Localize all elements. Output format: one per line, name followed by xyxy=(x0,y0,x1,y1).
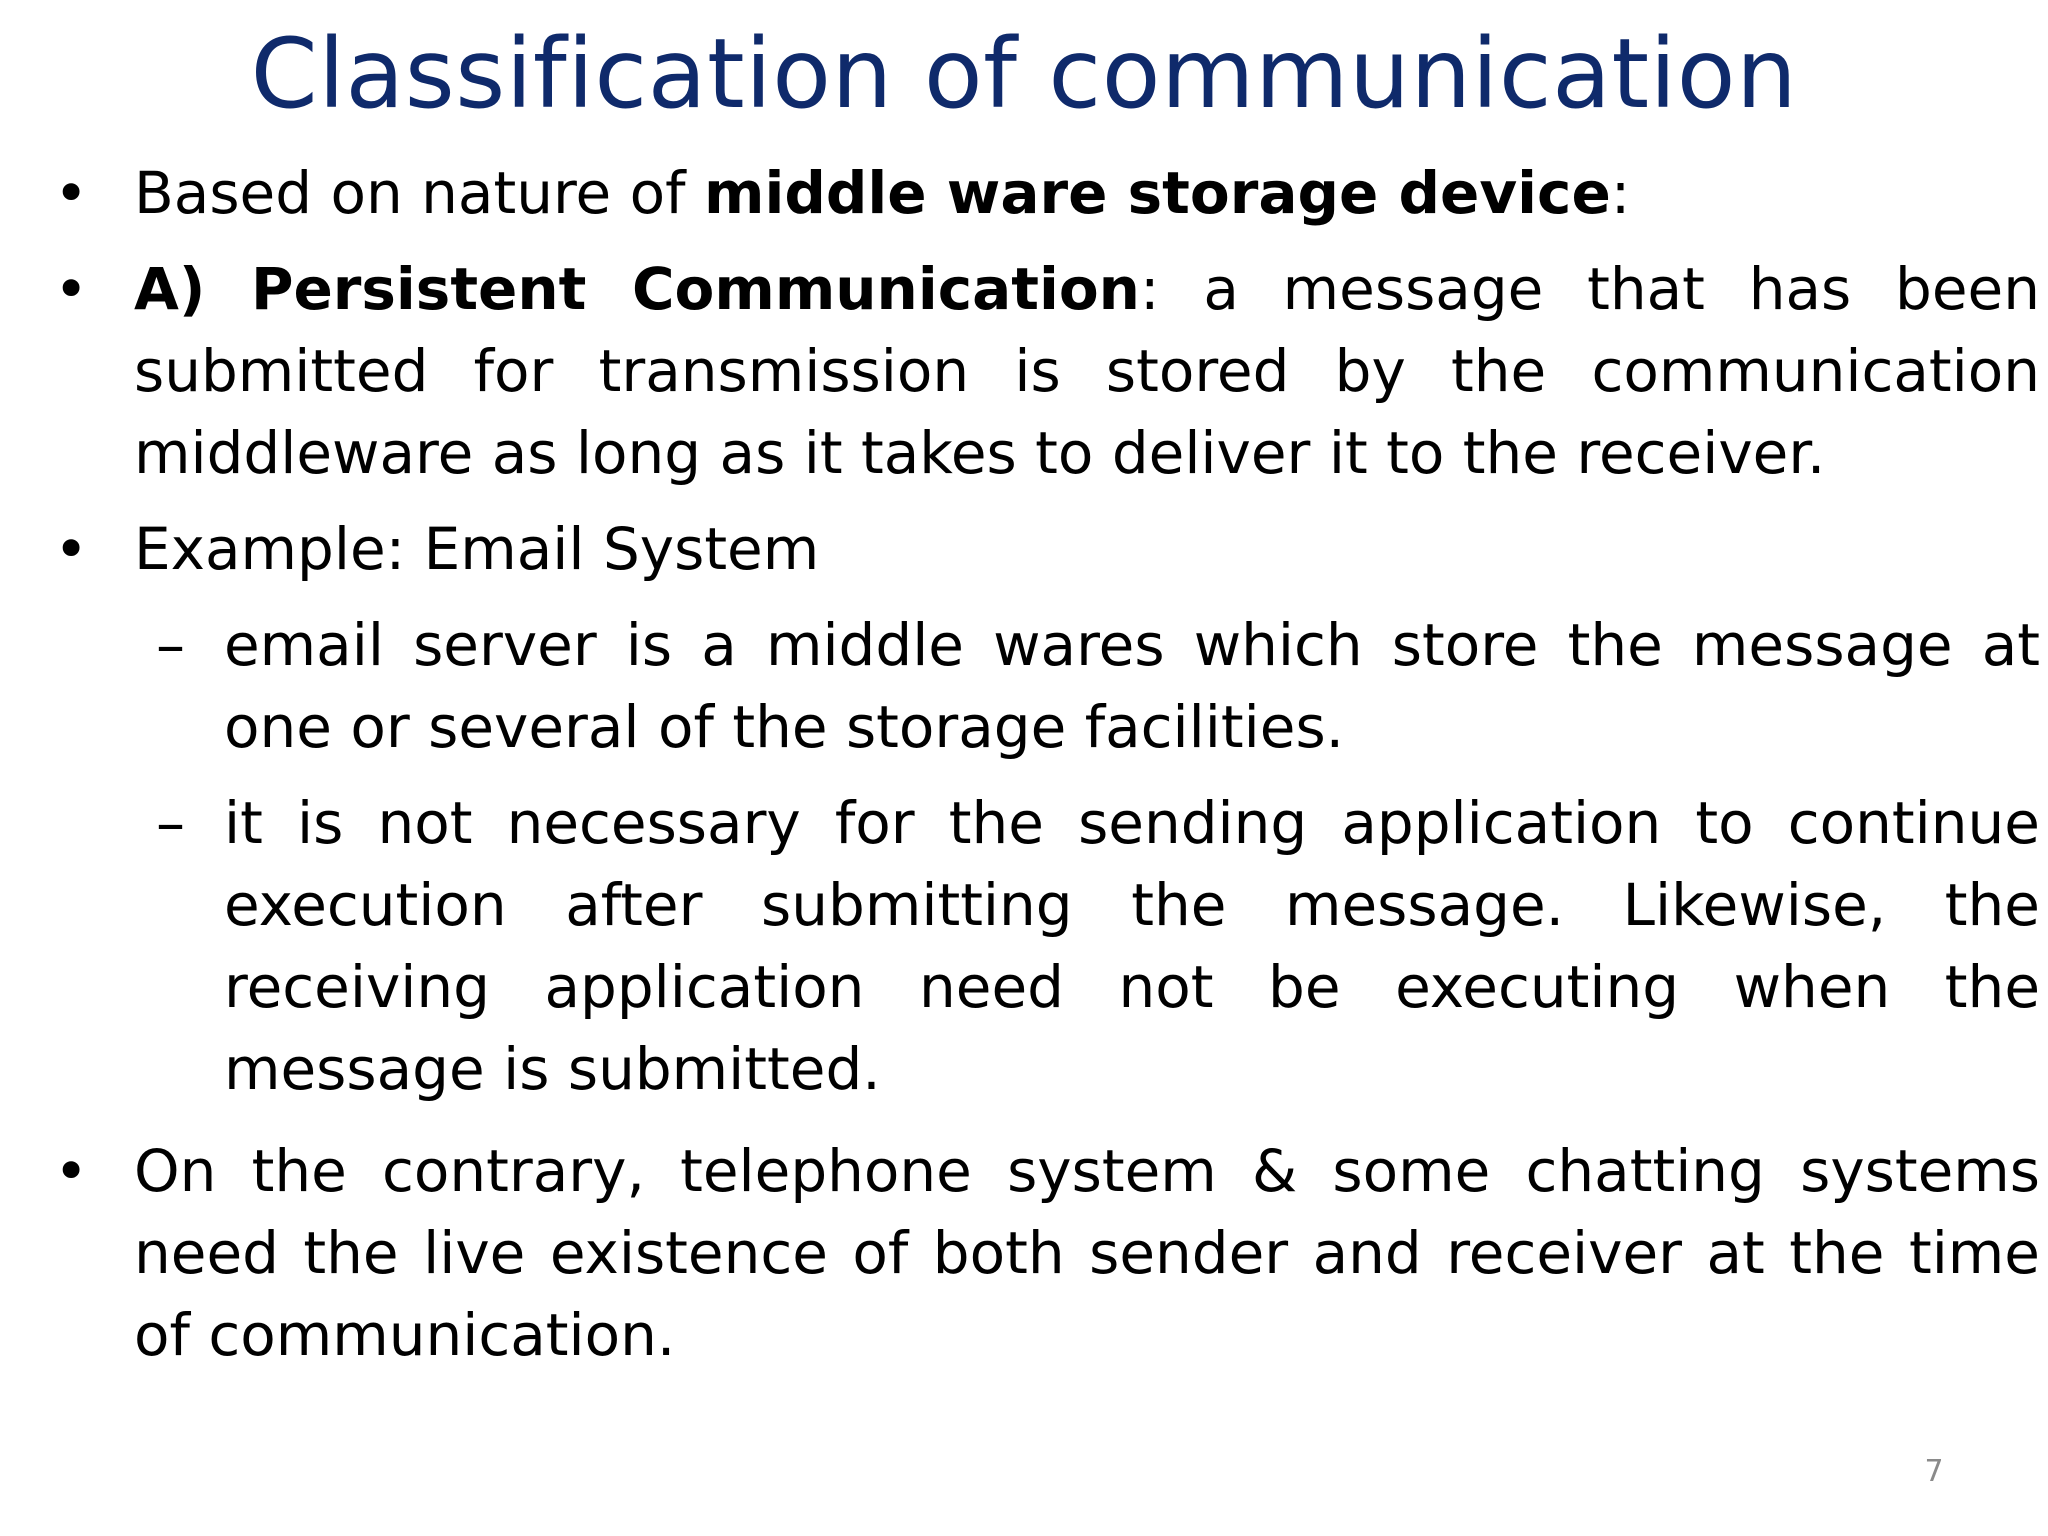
bullet-marker: • xyxy=(54,1137,89,1205)
sub-bullet-item xyxy=(52,604,2040,768)
bullet-bold-text: middle ware storage device xyxy=(704,159,1611,227)
bullet-marker: • xyxy=(54,255,89,323)
slide-body xyxy=(52,152,2040,1390)
sub-bullet-item xyxy=(52,782,2040,1110)
bullet-text: : a message that has been submitted for transmission is stored by the communication middleware as long as it takes to deliver it to the receiver. xyxy=(134,255,2040,487)
bullet-text: Example: Email System xyxy=(134,515,820,583)
bullet-marker: • xyxy=(54,159,89,227)
bullet-item xyxy=(52,248,2040,494)
bullet-text: On the contrary, telephone system & some chatting systems need the live existence of both sender and receiver at the time of communication. xyxy=(134,1137,2040,1369)
bullet-text: Based on nature of xyxy=(134,159,705,227)
bullet-text: : xyxy=(1610,159,1631,227)
bullet-item xyxy=(52,152,2040,234)
sub-bullet-marker: – xyxy=(156,789,185,857)
bullet-item xyxy=(52,1130,2040,1376)
bullet-item xyxy=(52,508,2040,590)
sub-bullet-text: it is not necessary for the sending application to continue execution after submitting the message. Likewise, the receiving application need not be executing when the message is submitted. xyxy=(224,789,2040,1103)
page-number: 7 xyxy=(1924,1454,1944,1489)
sub-bullet-text: email server is a middle wares which store the message at one or several of the storage facilities. xyxy=(224,611,2040,761)
slide-title: Classification of communication xyxy=(250,18,1798,130)
bullet-marker: • xyxy=(54,515,89,583)
bullet-bold-text: A) Persistent Communication xyxy=(134,255,1140,323)
sub-bullet-marker: – xyxy=(156,611,185,679)
